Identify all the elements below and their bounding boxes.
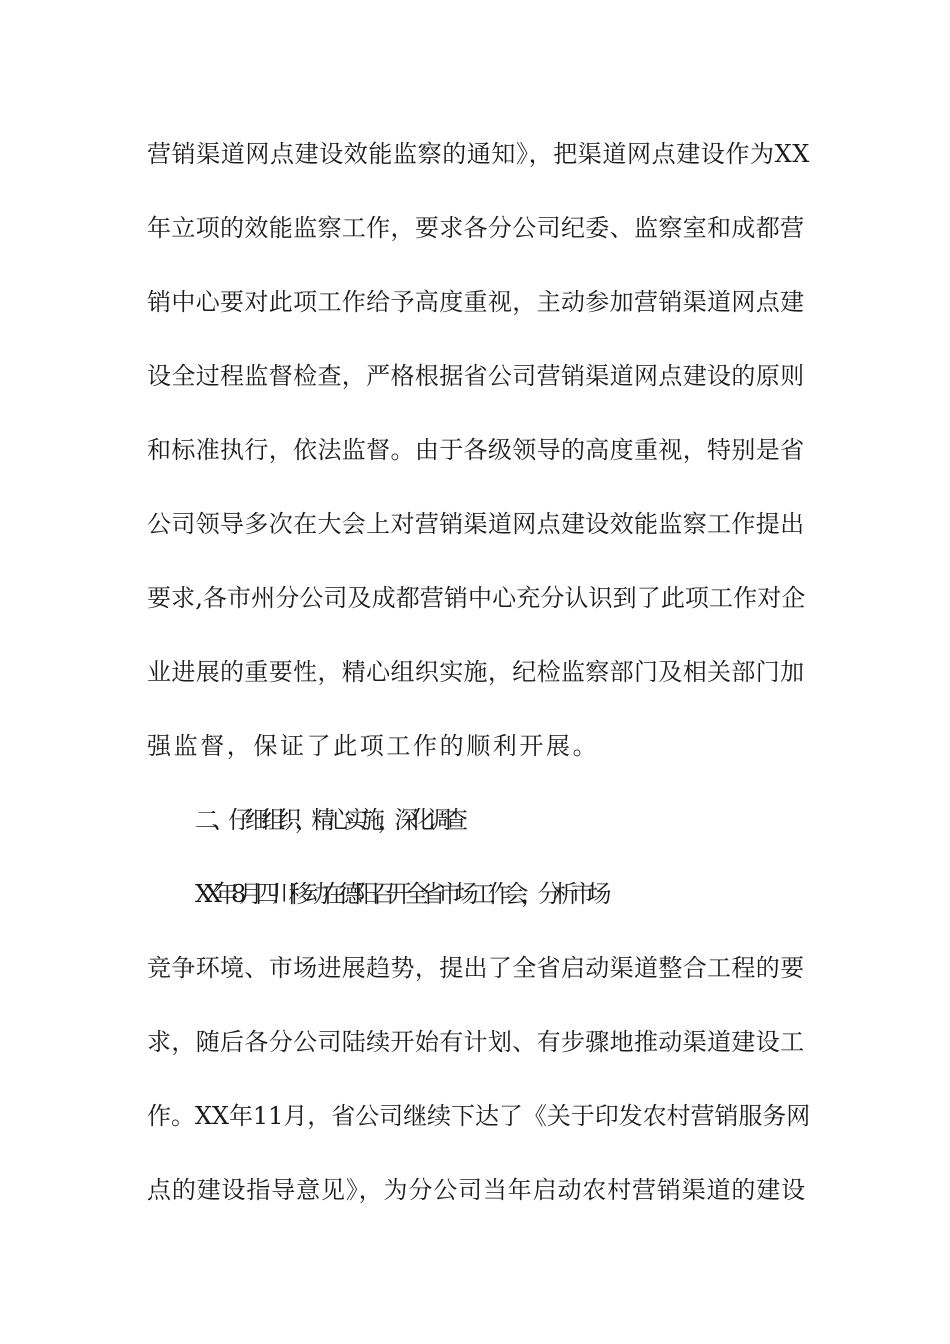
section-heading: 二、仔细组织，精心实施，深化调查 — [195, 806, 461, 834]
body-text-line: 和标准执行，依法监督。由于各级领导的高度重视，特别是省 — [147, 436, 805, 464]
body-text-line: 设全过程监督检查，严格根据省公司营销渠道网点建设的原则 — [147, 362, 805, 390]
body-text-line: XX年8月四川移动在德阳召开全省市场工作会，分析市场 — [195, 880, 605, 908]
body-text-line: 强监督，保证了此项工作的顺利开展。 — [147, 732, 600, 760]
body-text-line: 公司领导多次在大会上对营销渠道网点建设效能监察工作提出 — [147, 510, 805, 538]
body-text-line: 求，随后各分公司陆续开始有计划、有步骤地推动渠道建设工 — [147, 1028, 805, 1056]
body-text-line: 年立项的效能监察工作，要求各分公司纪委、监察室和成都营 — [147, 214, 805, 242]
body-text-line: 作。XX年11月，省公司继续下达了《关于印发农村营销服务网 — [147, 1102, 811, 1130]
body-text-line: 业进展的重要性，精心组织实施，纪检监察部门及相关部门加 — [147, 658, 805, 686]
body-text-line: 要求,各市州分公司及成都营销中心充分认识到了此项工作对企 — [147, 584, 806, 612]
body-text-line: 点的建设指导意见》，为分公司当年启动农村营销渠道的建设 — [147, 1176, 806, 1204]
body-text-line: 竞争环境、市场进展趋势，提出了全省启动渠道整合工程的要 — [147, 954, 805, 982]
body-text-line: 营销渠道网点建设效能监察的通知》，把渠道网点建设作为XX — [147, 140, 810, 168]
body-text-line: 销中心要对此项工作给予高度重视，主动参加营销渠道网点建 — [147, 288, 805, 316]
